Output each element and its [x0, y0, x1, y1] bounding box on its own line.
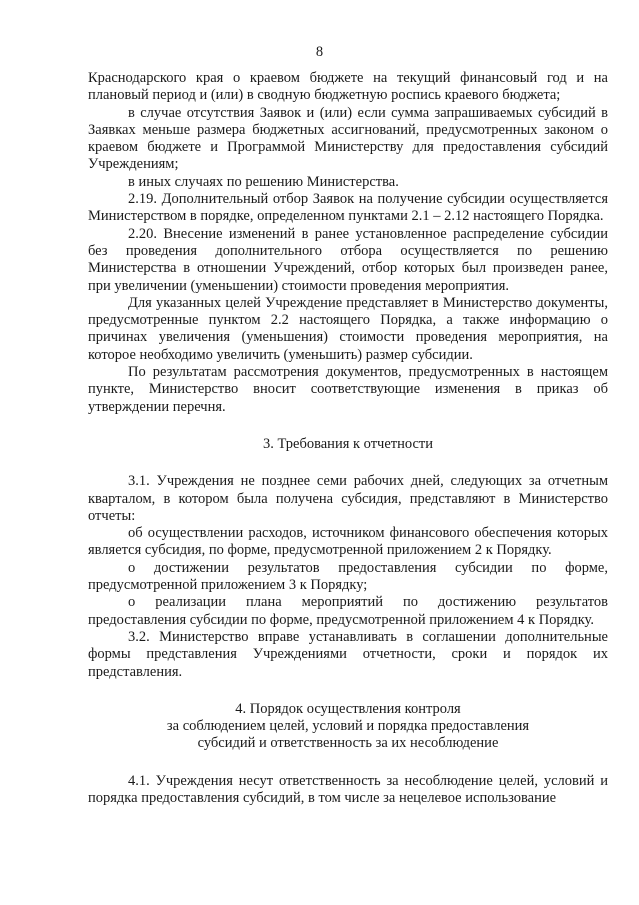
page-number: 8 [315, 44, 324, 60]
spacer [88, 453, 608, 473]
paragraph: в случае отсутствия Заявок и (или) если сумма запрашиваемых субсидий в Заявках меньше размера бюджетных ассигнований, предусмотренных законом о краевом бюджете и Программой Министерству для предоставления субсидий Учреждениям; [88, 104, 608, 173]
spacer [88, 416, 608, 436]
section-heading-line: за соблюдением целей, условий и порядка предоставления [166, 718, 530, 735]
paragraph: Краснодарского края о краевом бюджете на текущий финансовый год и на плановый период и (или) в сводную бюджетную роспись краевого бюджета; [88, 70, 608, 104]
paragraph: По результатам рассмотрения документов, предусмотренных в настоящем пункте, Министерство вносит соответствующие изменения в приказ об утверждении перечня. [88, 364, 608, 415]
paragraph: о достижении результатов предоставления субсидии по форме, предусмотренной приложением 3 к Порядку; [88, 559, 608, 594]
paragraph: о реализации плана мероприятий по достижению результатов предоставления субсидии по форме, предусмотренной приложением 4 к Порядку. [88, 594, 608, 628]
section-heading [88, 701, 608, 753]
document-body [88, 70, 608, 807]
spacer [88, 753, 608, 773]
section-heading-line: 3. Требования к отчетности [262, 435, 434, 452]
spacer [88, 681, 608, 701]
section-heading-line: 4. Порядок осуществления контроля [235, 700, 461, 717]
paragraph: 4.1. Учреждения несут ответственность за несоблюдение целей, условий и порядка предоставления субсидий, в том числе за нецелевое использование [88, 772, 608, 806]
paragraph: 3.2. Министерство вправе устанавливать в соглашении дополнительные формы представления Учреждениями отчетности, сроки и порядок их представления. [88, 628, 608, 680]
paragraph: 2.19. Дополнительный отбор Заявок на получение субсидии осуществляется Министерством в порядке, определенном пунктами 2.1 – 2.12 настоящего Порядка. [88, 191, 608, 225]
section-heading-line: субсидий и ответственность за их несоблюдение [197, 735, 499, 752]
paragraph: в иных случаях по решению Министерства. [128, 173, 399, 190]
paragraph: 2.20. Внесение изменений в ранее установленное распределение субсидии без проведения дополнительного отбора осуществляется по решению Министерства в отношении Учреждений, отбор которых был произведен ранее, при увеличении (уменьшении) стоимости проведения мероприятия. [88, 225, 608, 294]
paragraph: об осуществлении расходов, источником финансового обеспечения которых является субсидия, по форме, предусмотренной приложением 2 к Порядку. [88, 525, 608, 559]
paragraph: 3.1. Учреждения не позднее семи рабочих дней, следующих за отчетным кварталом, в котором была получена субсидия, представляют в Министерство отчеты: [88, 473, 608, 524]
paragraph: Для указанных целей Учреждение представляет в Министерство документы, предусмотренные пунктом 2.2 настоящего Порядка, а также информацию о причинах увеличения (уменьшения) стоимости проведения мероприятия, на которое необходимо увеличить (уменьшить) размер субсидии. [88, 294, 608, 363]
section-heading [88, 436, 608, 453]
